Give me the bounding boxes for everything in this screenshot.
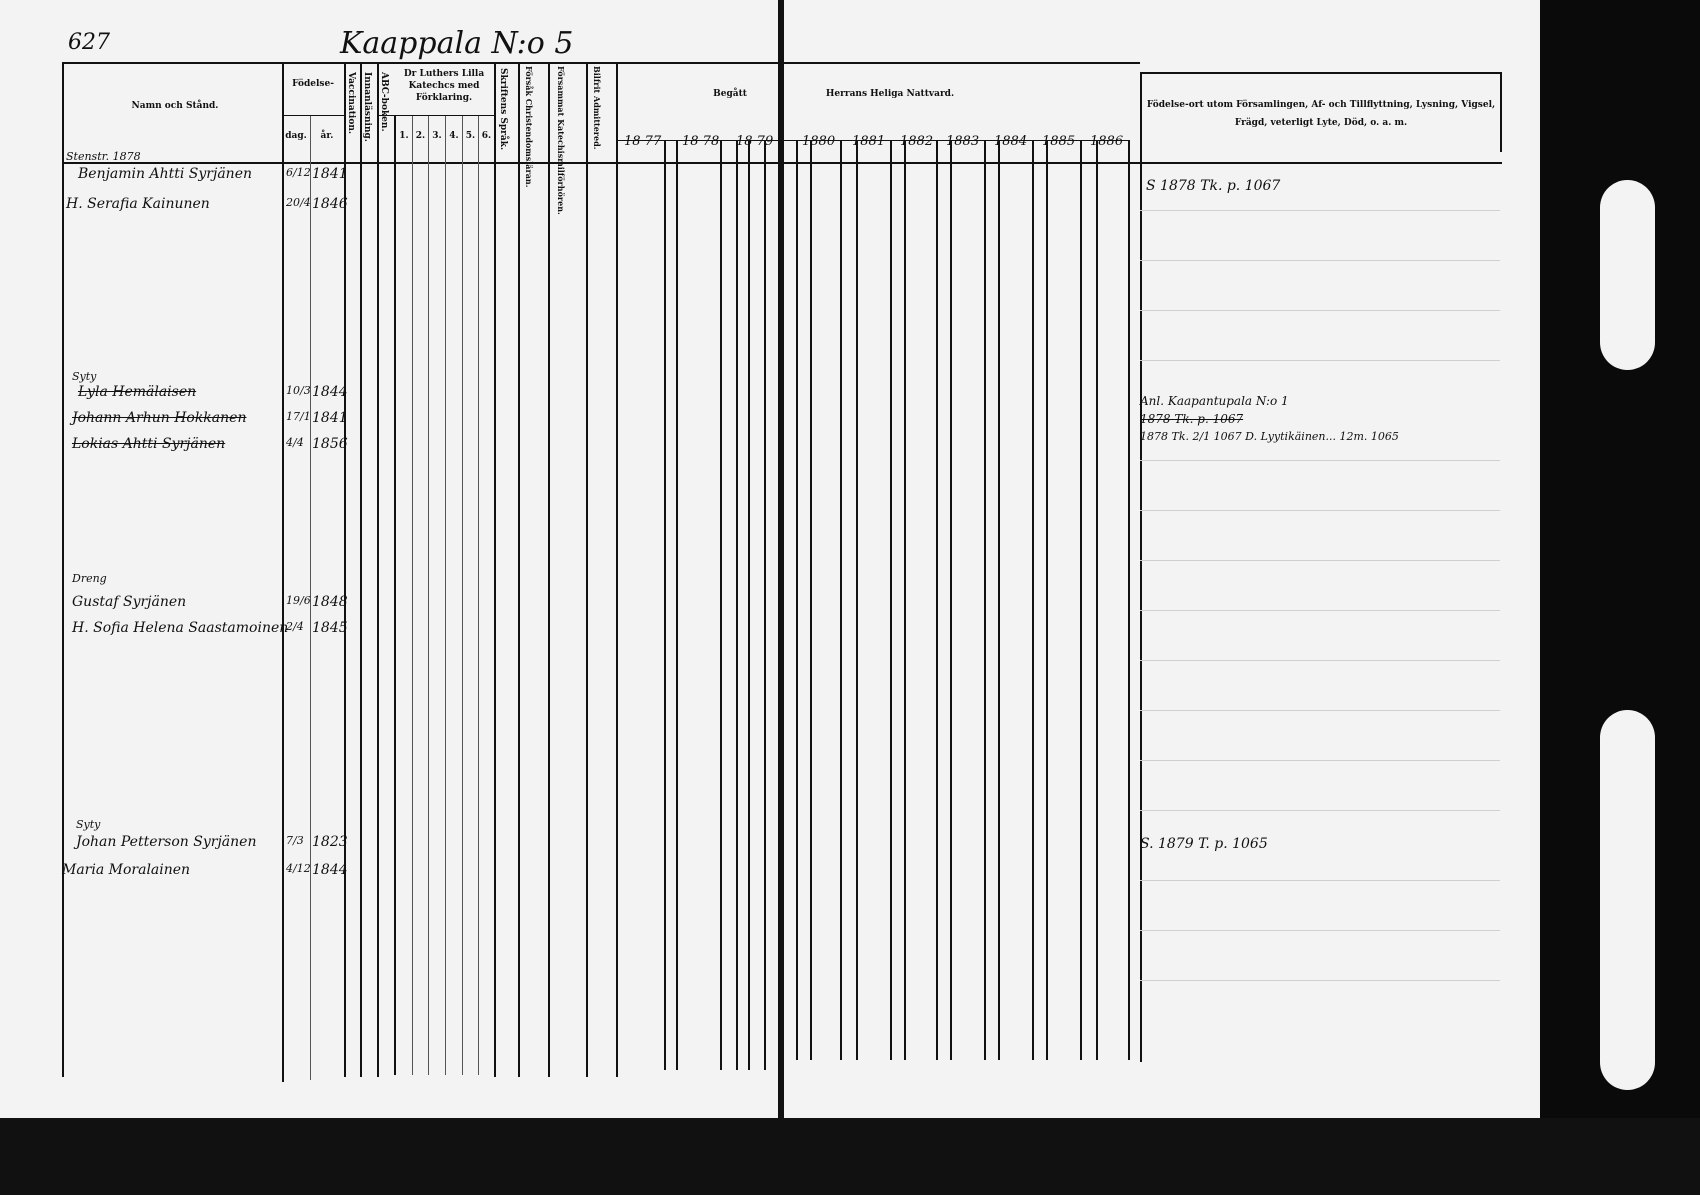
house-title: Kaappala N:o 5 (340, 26, 574, 61)
entry-name: Johann Arhun Hokkanen (72, 410, 247, 426)
entry-remark: S. 1879 T. p. 1065 (1140, 836, 1268, 852)
entry-year: 1841 (312, 410, 348, 426)
entry-name: Johan Petterson Syrjänen (76, 834, 257, 850)
entry-name: Gustaf Syrjänen (72, 594, 187, 610)
scan-border-bottom (0, 1118, 1700, 1195)
cat-part-2: 2. (415, 131, 426, 141)
header-bottom-border (62, 162, 1502, 164)
entry-day: 7/3 (286, 834, 304, 847)
col-header-reading: Innanläsning. (362, 72, 372, 142)
entry-year: 1844 (312, 384, 348, 400)
entry-note: Dreng (72, 572, 107, 585)
entry-note: Syty (76, 818, 101, 831)
year-1879: 18 79 (736, 134, 774, 149)
table-top-border (62, 62, 1140, 64)
year-1880: 1880 (802, 134, 836, 149)
col-header-catechism: Dr Luthers Lilla Katechcs med Förklaring. (403, 69, 485, 103)
cat-part-4: 4. (449, 131, 459, 141)
year-1877: 18 77 (624, 134, 662, 149)
year-1878: 18 78 (682, 134, 720, 149)
entry-year: 1823 (312, 834, 348, 850)
col-header-scripture: Skriftens Språk. (498, 68, 508, 151)
remarks-top-border (1140, 72, 1502, 74)
scan-highlight-top (1600, 180, 1655, 370)
entry-year: 1856 (312, 436, 348, 452)
col-header-name: Namn och Stånd. (131, 101, 219, 111)
year-1883: 1883 (946, 134, 980, 149)
entry-year: 1844 (312, 862, 348, 878)
cat-part-5: 5. (465, 131, 476, 141)
entry-day: 4/12 (286, 862, 311, 875)
entry-day: 20/4 (286, 196, 311, 209)
book-spine (778, 0, 784, 1118)
entry-day: 10/3 (286, 384, 311, 397)
year-1885: 1885 (1042, 134, 1076, 149)
col-header-birth: Födelse- (292, 79, 334, 89)
entry-day: 6/12 (286, 166, 311, 179)
col-header-congregation: Försammat Katechismilförhören. (556, 66, 566, 215)
entry-remark: 1878 Tk. 2/1 1067 D. Lyytikäinen... 12m. 1065 (1140, 430, 1399, 443)
entry-name: H. Serafia Kainunen (66, 196, 210, 212)
entry-year: 1841 (312, 166, 348, 182)
col-header-vaccination: Vaccination. (346, 72, 356, 134)
year-1886: 1886 (1090, 134, 1124, 149)
year-1881: 1881 (852, 134, 886, 149)
page-number: 627 (68, 30, 110, 55)
cat-part-3: 3. (432, 131, 442, 141)
year-1882: 1882 (900, 134, 934, 149)
entry-year: 1845 (312, 620, 348, 636)
entry-year: 1846 (312, 196, 348, 212)
entry-name: Maria Moralainen (62, 862, 191, 878)
entry-year: 1848 (312, 594, 348, 610)
entry-remark: 1878 Tk. p. 1067 (1140, 412, 1244, 426)
col-header-abc: ABC-boken. (379, 72, 389, 132)
entry-note: Stenstr. 1878 (66, 150, 141, 163)
entry-note: Syty (72, 370, 97, 383)
col-header-admission: Bilfrit Admittered. (592, 66, 602, 150)
col-header-birth-day: dag. (285, 131, 307, 141)
col-header-christian: Försåk Christendomsläran. (524, 66, 534, 188)
entry-day: 17/1 (286, 410, 311, 423)
entry-remark: S 1878 Tk. p. 1067 (1146, 178, 1281, 194)
cat-part-1: 1. (399, 131, 409, 141)
entry-name: Lyla Hemälaisen (78, 384, 197, 400)
entry-name: Benjamin Ahtti Syrjänen (78, 166, 253, 182)
entry-name: H. Sofia Helena Saastamoinen (72, 620, 289, 636)
col-header-birth-year: år. (320, 131, 334, 141)
entry-day: 2/4 (286, 620, 304, 633)
entry-name: Lokias Ahtti Syrjänen (72, 436, 226, 452)
col-header-communion: Herrans Heliga Nattvard. (825, 89, 955, 99)
entry-day: 19/6 (286, 594, 311, 607)
col-header-remarks: Födelse-ort utom Församlingen, Af- och Tillflyttning, Lysning, Vigsel, Frägd, veterligt Lyte, Död, o. a. m. (1146, 100, 1496, 128)
cat-part-6: 6. (481, 131, 492, 141)
entry-remark: Anl. Kaapantupala N:o 1 (1140, 394, 1289, 408)
col-header-begatt: Begått (713, 89, 747, 99)
year-1884: 1884 (994, 134, 1028, 149)
scan-highlight-bottom (1600, 710, 1655, 1090)
entry-day: 4/4 (286, 436, 304, 449)
